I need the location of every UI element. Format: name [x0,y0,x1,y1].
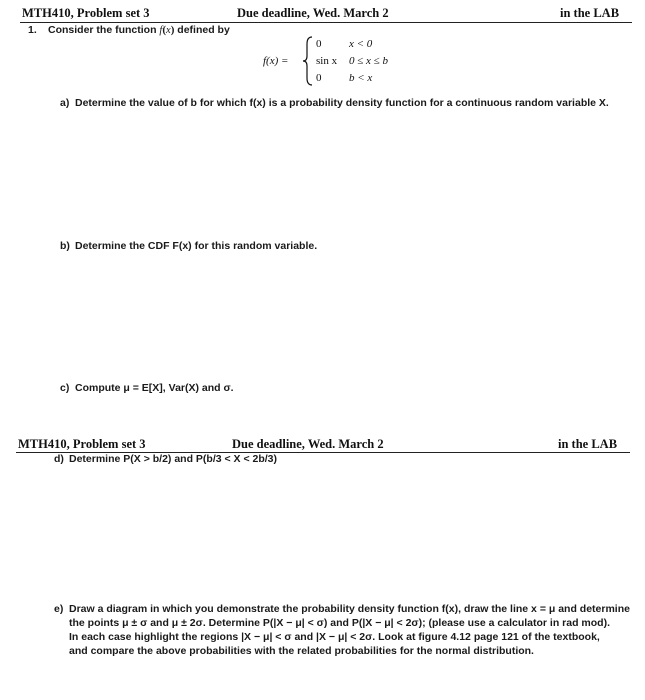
case-condition-2: 0 ≤ x ≤ b [349,55,388,67]
part-e-line-4: and compare the above probabilities with the related probabilities for the normal distribution. [69,645,534,657]
header-course-title: MTH410, Problem set 3 [22,6,150,20]
header-deadline: Due deadline, Wed. March 2 [237,6,389,20]
part-d-label: d) [54,453,64,465]
header2-course-title: MTH410, Problem set 3 [18,437,146,451]
part-a-text: Determine the value of b for which f(x) is a probability density function for a continuous random variable X. [75,97,609,109]
case-condition-3: b < x [349,72,373,84]
part-e-line-2: the points μ ± σ and μ ± 2σ. Determine P(|X − μ| < σ) and P(|X − μ| < 2σ); (please use a calculator in rad mod). [69,617,610,629]
part-e-line-3: In each case highlight the regions |X − μ| < σ and |X − μ| < 2σ. Look at figure 4.12 page 121 of the textbook, [69,631,600,643]
case-value-3: 0 [316,72,322,84]
part-e-label: e) [54,603,64,615]
header-location: in the LAB [560,6,620,20]
problem-number: 1. [28,24,37,36]
part-b-text: Determine the CDF F(x) for this random variable. [75,240,318,252]
case-condition-1: x < 0 [349,38,373,50]
part-b-label: b) [60,240,70,252]
case-value-1: 0 [316,38,322,50]
part-a-label: a) [60,97,70,109]
case-value-2: sin x [316,55,338,67]
part-d-text: Determine P(X > b/2) and P(b/3 < X < 2b/3) [69,453,278,465]
piecewise-brace [302,36,314,86]
part-c-text: Compute μ = E[X], Var(X) and σ. [75,382,234,394]
header-rule [20,22,632,23]
part-c-label: c) [60,382,70,394]
problem-intro: Consider the function f(x) defined by [48,24,230,36]
part-e-line-1: Draw a diagram in which you demonstrate the probability density function f(x), draw the line x = μ and determine [69,603,630,615]
header2-deadline: Due deadline, Wed. March 2 [232,437,384,451]
header2-location: in the LAB [558,437,618,451]
piecewise-lhs: f(x) = [263,55,289,67]
